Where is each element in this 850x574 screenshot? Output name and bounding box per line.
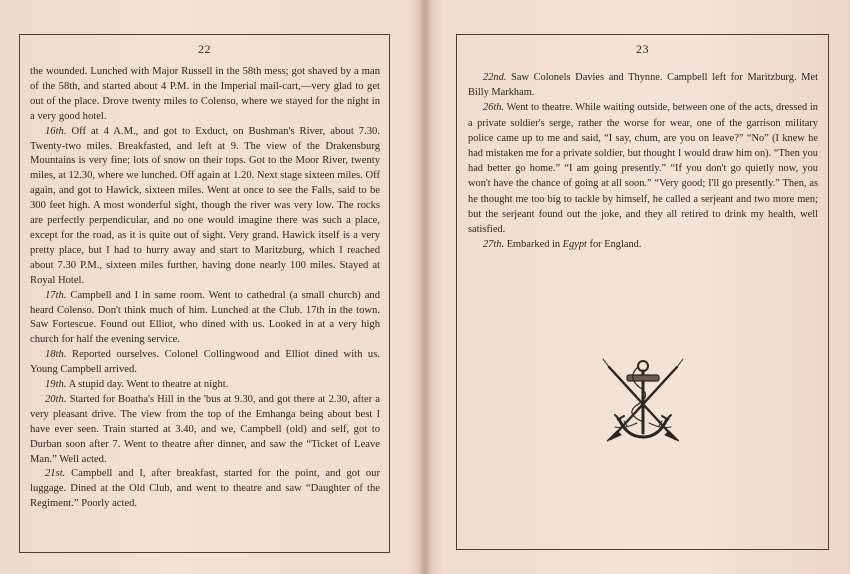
left-paragraph-5 xyxy=(30,393,380,468)
entry-date: 16th. xyxy=(45,125,67,137)
right-paragraph-2 xyxy=(468,237,818,252)
paragraph-text: Reported ourselves. Colonel Collingwood and Elliot dined with us. Young Campbell arrived. xyxy=(30,349,380,376)
entry-date: 22nd. xyxy=(483,72,507,83)
entry-date: 18th. xyxy=(45,349,67,361)
paragraph-text: Embarked in xyxy=(506,239,563,251)
right-page-text xyxy=(468,70,818,252)
ship-name: Egypt xyxy=(562,239,587,251)
left-page-text xyxy=(30,65,380,512)
paragraph-text: Went to theatre. While waiting outside, between one of the acts, dressed in a private soldier's serge, rather the worse for wear, one of the garrison military police came up to me and said, “I say, chum, are you on leave?” “No” (I knew he had mistaken me for a private soldier, but thought I would draw him on). “Then you had better go home.” “I am going presently.” “If you don't go quietly now, you won't have the chance of going at all soon.” “Very good; I'll go presently.” Then, as he thought me too big to tackle by himself, he called a serjeant and two more men; but the serjeant found out the joke, and they all retired to drink my health, well satisfied. xyxy=(468,102,818,236)
left-paragraph-1 xyxy=(30,125,380,289)
left-page-frame xyxy=(19,34,390,553)
entry-date: 26th. xyxy=(483,102,505,114)
paragraph-text: Campbell and I in same room. Went to cathedral (a small church) and heard Colenso. Don't think much of him. Lunched at the Club. 17th in the town. Saw Fortescue. Found out Elliot, who dined with us. Looked in at a very high church for half the evening service. xyxy=(30,289,380,346)
left-page-number: 22 xyxy=(198,42,211,56)
left-paragraph-3 xyxy=(30,348,380,378)
paragraph-text: Campbell and I, after breakfast, started for the point, and got our luggage. Dined at the Old Club, and went to theatre and saw “Daughter of the Regiment.” Poorly acted. xyxy=(30,468,380,510)
entry-date: 17th. xyxy=(45,289,67,301)
right-page-number: 23 xyxy=(636,42,649,56)
paragraph-text: Saw Colonels Davies and Thynne. Campbell left for Maritzburg. Met Billy Markham. xyxy=(468,72,818,99)
right-page xyxy=(430,0,850,574)
paragraph-text: Off at 4 A.M., and got to Exduct, on Bushman's River, about 7.30. Twenty-two miles. Breakfasted, and left at 9. The view of the Drakensburg Mountains is very fine; lots of snow on their tops. Got to the Moor River, twenty miles, at 12.30, where we lunched. Off again at 1.20. Next stage sixteen miles. Off again, and got to Hawick, sixteen miles. Went at once to see the Falls, said to be 300 feet high. A most wonderful sight, though the river was very low. The rocks are perfectly perpendicular, and no one would imagine there was such a place, except for the road, as it is quite out of sight. Very grand. Hawick itself is a very pretty place, but I had to hurry away and start to Maritzburg, which I reached about 7.30 P.M., sixteen miles further, having done nearly 100 miles. Stayed at Royal Hotel. xyxy=(30,125,380,286)
anchor-and-crossed-rifles-emblem xyxy=(597,353,689,445)
right-paragraph-1 xyxy=(468,100,818,237)
paragraph-text: the wounded. Lunched with Major Russell in the 58th mess; got shaved by a man of the 58th, and started about 4 P.M. in the Imperial mail-cart,—very glad to get out of the place. Drove twenty miles to Colenso, where we stayed for the night in a very good hotel. xyxy=(30,66,380,122)
entry-date: 19th. xyxy=(45,379,67,391)
paragraph-text: A stupid day. Went to theatre at night. xyxy=(68,379,229,391)
left-paragraph-2 xyxy=(30,289,380,349)
paragraph-text: for England. xyxy=(586,239,642,251)
left-paragraph-6 xyxy=(30,467,380,512)
left-page xyxy=(0,0,420,574)
entry-date: 21st. xyxy=(45,468,66,480)
right-paragraph-0 xyxy=(468,70,818,100)
entry-date: 20th. xyxy=(45,393,67,405)
left-paragraph-0 xyxy=(30,65,380,125)
paragraph-text: Started for Boatha's Hill in the 'bus at 9.30, and got there at 2.30, after a very pleasant drive. The view from the top of the Emhanga being about best I have ever seen. Train started at 3.40, and we, Campbell (old) and self, got to Durban soon after 7. Went to theatre after dinner, and saw the “Ticket of Leave Man.” Well acted. xyxy=(30,393,380,465)
entry-date: 27th. xyxy=(483,239,505,251)
right-page-frame xyxy=(456,34,829,550)
left-paragraph-4 xyxy=(30,378,380,393)
